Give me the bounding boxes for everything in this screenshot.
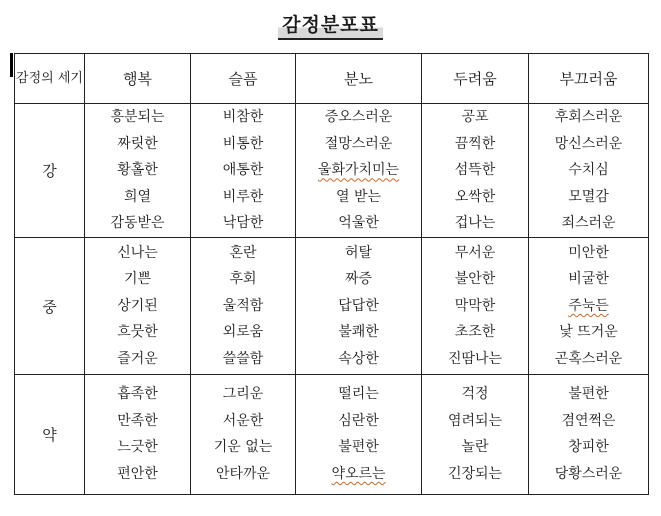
word-list xyxy=(529,104,648,237)
emotion-word: 심란한 xyxy=(338,412,379,429)
word-list xyxy=(85,104,190,237)
emotion-word: 희열 xyxy=(123,188,152,205)
emotion-word: 허탈 xyxy=(344,244,373,261)
emotion-cell xyxy=(422,238,529,374)
emotion-word: 흡족한 xyxy=(117,386,158,403)
emotion-word: 미안한 xyxy=(568,244,609,261)
list-item xyxy=(529,104,648,131)
emotion-cell xyxy=(296,104,422,238)
list-item xyxy=(85,381,190,408)
emotion-cell xyxy=(191,104,296,238)
word-list xyxy=(529,381,648,487)
emotion-word: 망신스러운 xyxy=(554,135,623,152)
emotion-word: 끔찍한 xyxy=(454,135,496,152)
emotion-word: 낯 뜨거운 xyxy=(559,324,618,341)
list-item xyxy=(191,157,295,184)
list-item xyxy=(85,210,190,237)
emotion-cell xyxy=(422,374,529,494)
word-list xyxy=(422,381,528,487)
list-item xyxy=(85,293,190,320)
emotion-word: 겁나는 xyxy=(454,215,496,232)
emotion-cell xyxy=(191,374,296,494)
emotion-word: 감동받은 xyxy=(110,215,165,232)
word-list xyxy=(85,381,190,487)
page-title xyxy=(0,10,661,40)
header-level: 감정의 세기 xyxy=(15,54,85,104)
emotion-word: 불편한 xyxy=(568,386,609,403)
emotion-word: 걱정 xyxy=(461,386,489,403)
emotion-cell xyxy=(85,238,191,374)
list-item xyxy=(529,408,648,435)
emotion-word: 창피한 xyxy=(568,439,609,456)
list-item xyxy=(85,240,190,267)
list-item xyxy=(191,461,295,488)
word-list xyxy=(191,240,295,373)
emotion-cell xyxy=(296,374,422,494)
list-item xyxy=(422,346,528,373)
emotion-word: 죄스러운 xyxy=(561,215,616,232)
emotion-word: 애통한 xyxy=(222,162,264,179)
table-row xyxy=(15,374,649,494)
list-item xyxy=(529,184,648,211)
list-item xyxy=(296,346,421,373)
emotion-word: 황홀한 xyxy=(117,162,158,179)
emotion-word: 무서운 xyxy=(454,244,496,261)
list-item xyxy=(85,434,190,461)
emotion-word: 신나는 xyxy=(117,244,158,261)
emotion-word: 염려되는 xyxy=(447,412,503,429)
list-item xyxy=(422,266,528,293)
emotion-word: 편안한 xyxy=(117,465,158,482)
emotion-word: 안타까운 xyxy=(215,465,271,482)
emotion-word: 불안한 xyxy=(454,271,496,288)
emotion-word: 겸연쩍은 xyxy=(561,412,616,429)
list-item xyxy=(191,381,295,408)
emotion-word: 곤혹스러운 xyxy=(554,350,623,367)
emotion-cell xyxy=(191,238,296,374)
emotion-word: 모멸감 xyxy=(568,188,609,205)
emotion-word: 상기된 xyxy=(117,297,158,314)
list-item xyxy=(529,346,648,373)
list-item xyxy=(422,131,528,158)
emotion-word: 짜증 xyxy=(344,271,373,288)
emotion-word: 후회스러운 xyxy=(554,109,623,126)
header-emotion: 분노 xyxy=(296,54,422,104)
emotion-word: 즐거운 xyxy=(117,350,158,367)
emotion-word: 느긋한 xyxy=(117,439,158,456)
word-list xyxy=(191,381,295,487)
emotion-word: 오싹한 xyxy=(454,188,496,205)
list-item xyxy=(85,104,190,131)
list-item xyxy=(85,346,190,373)
emotion-cell xyxy=(296,238,422,374)
emotion-word: 당황스러운 xyxy=(554,465,623,482)
header-emotion: 부끄러움 xyxy=(529,54,649,104)
emotion-word: 울적함 xyxy=(222,297,264,314)
word-list xyxy=(296,104,421,237)
list-item xyxy=(422,319,528,346)
list-item xyxy=(85,319,190,346)
emotion-word: 섬뜩한 xyxy=(454,162,496,179)
word-list xyxy=(422,104,528,237)
emotion-cell xyxy=(85,374,191,494)
level-cell: 중 xyxy=(15,238,85,374)
emotion-word: 약오르는 xyxy=(331,465,386,482)
emotion-word: 주눅든 xyxy=(568,297,609,314)
list-item xyxy=(529,157,648,184)
list-item xyxy=(422,240,528,267)
word-list xyxy=(296,240,421,373)
emotion-word: 불편한 xyxy=(338,439,379,456)
list-item xyxy=(422,104,528,131)
table-row xyxy=(15,104,649,238)
list-item xyxy=(296,381,421,408)
list-item xyxy=(191,266,295,293)
list-item xyxy=(296,240,421,267)
emotion-word: 공포 xyxy=(461,109,489,126)
list-item xyxy=(422,461,528,488)
header-emotion: 두려움 xyxy=(422,54,529,104)
word-list xyxy=(296,381,421,487)
list-item xyxy=(296,184,421,211)
word-list xyxy=(191,104,295,237)
emotion-distribution-table xyxy=(14,53,649,495)
header-emotion: 행복 xyxy=(85,54,191,104)
emotion-word: 증오스러운 xyxy=(324,109,393,126)
list-item xyxy=(422,157,528,184)
list-item xyxy=(85,157,190,184)
list-item xyxy=(85,408,190,435)
emotion-word: 만족한 xyxy=(117,412,158,429)
list-item xyxy=(296,210,421,237)
word-list xyxy=(529,240,648,373)
header-emotion: 슬픔 xyxy=(191,54,296,104)
list-item xyxy=(296,434,421,461)
list-item xyxy=(191,408,295,435)
list-item xyxy=(191,184,295,211)
emotion-cell xyxy=(85,104,191,238)
list-item xyxy=(422,408,528,435)
list-item xyxy=(422,184,528,211)
emotion-word: 비통한 xyxy=(222,135,264,152)
emotion-word: 기운 없는 xyxy=(213,439,273,456)
emotion-word: 쓸쓸함 xyxy=(222,350,264,367)
emotion-word: 혼란 xyxy=(229,244,257,261)
emotion-word: 후회 xyxy=(229,271,257,288)
list-item xyxy=(191,131,295,158)
emotion-word: 흥분되는 xyxy=(110,109,165,126)
list-item xyxy=(85,266,190,293)
list-item xyxy=(191,434,295,461)
list-item xyxy=(422,381,528,408)
emotion-word: 비참한 xyxy=(222,109,264,126)
list-item xyxy=(529,434,648,461)
list-item xyxy=(529,381,648,408)
list-item xyxy=(191,346,295,373)
list-item xyxy=(529,210,648,237)
list-item xyxy=(296,157,421,184)
level-cell: 강 xyxy=(15,104,85,238)
emotion-word: 속상한 xyxy=(338,350,379,367)
table-row xyxy=(15,238,649,374)
list-item xyxy=(85,131,190,158)
emotion-word: 울화가치미는 xyxy=(317,162,400,179)
emotion-word: 진땀나는 xyxy=(447,350,503,367)
header-row xyxy=(15,54,649,104)
list-item xyxy=(296,461,421,488)
emotion-cell xyxy=(529,374,649,494)
emotion-word: 막막한 xyxy=(454,297,496,314)
emotion-word: 흐뭇한 xyxy=(117,324,158,341)
emotion-word: 비루한 xyxy=(222,188,264,205)
list-item xyxy=(529,293,648,320)
level-cell: 약 xyxy=(15,374,85,494)
page-title-text: 감정분포표 xyxy=(278,10,383,40)
list-item xyxy=(296,131,421,158)
emotion-word: 낙담한 xyxy=(222,215,264,232)
list-item xyxy=(422,210,528,237)
emotion-word: 비굴한 xyxy=(568,271,609,288)
list-item xyxy=(191,240,295,267)
emotion-word: 짜릿한 xyxy=(117,135,158,152)
emotion-cell xyxy=(529,238,649,374)
word-list xyxy=(85,240,190,373)
emotion-word: 수치심 xyxy=(568,162,609,179)
list-item xyxy=(191,104,295,131)
list-item xyxy=(529,319,648,346)
list-item xyxy=(422,293,528,320)
list-item xyxy=(529,266,648,293)
emotion-cell xyxy=(529,104,649,238)
emotion-cell xyxy=(422,104,529,238)
list-item xyxy=(296,408,421,435)
emotion-word: 답답한 xyxy=(338,297,379,314)
table-body xyxy=(15,104,649,495)
emotion-word: 떨리는 xyxy=(338,386,379,403)
emotion-word: 그리운 xyxy=(222,386,264,403)
word-list xyxy=(422,240,528,373)
emotion-word: 기쁜 xyxy=(123,271,152,288)
emotion-word: 초조한 xyxy=(454,324,496,341)
emotion-word: 불쾌한 xyxy=(338,324,379,341)
list-item xyxy=(529,461,648,488)
text-cursor xyxy=(10,53,13,77)
emotion-word: 억울한 xyxy=(338,215,379,232)
list-item xyxy=(191,293,295,320)
list-item xyxy=(422,434,528,461)
list-item xyxy=(296,266,421,293)
list-item xyxy=(529,131,648,158)
list-item xyxy=(296,319,421,346)
list-item xyxy=(85,184,190,211)
list-item xyxy=(85,461,190,488)
emotion-word: 놀란 xyxy=(461,439,489,456)
list-item xyxy=(191,210,295,237)
list-item xyxy=(529,240,648,267)
emotion-word: 서운한 xyxy=(222,412,264,429)
emotion-word: 외로움 xyxy=(222,324,264,341)
list-item xyxy=(191,319,295,346)
list-item xyxy=(296,293,421,320)
list-item xyxy=(296,104,421,131)
emotion-word: 절망스러운 xyxy=(324,135,393,152)
emotion-word: 긴장되는 xyxy=(447,465,503,482)
emotion-word: 열 받는 xyxy=(335,188,382,205)
